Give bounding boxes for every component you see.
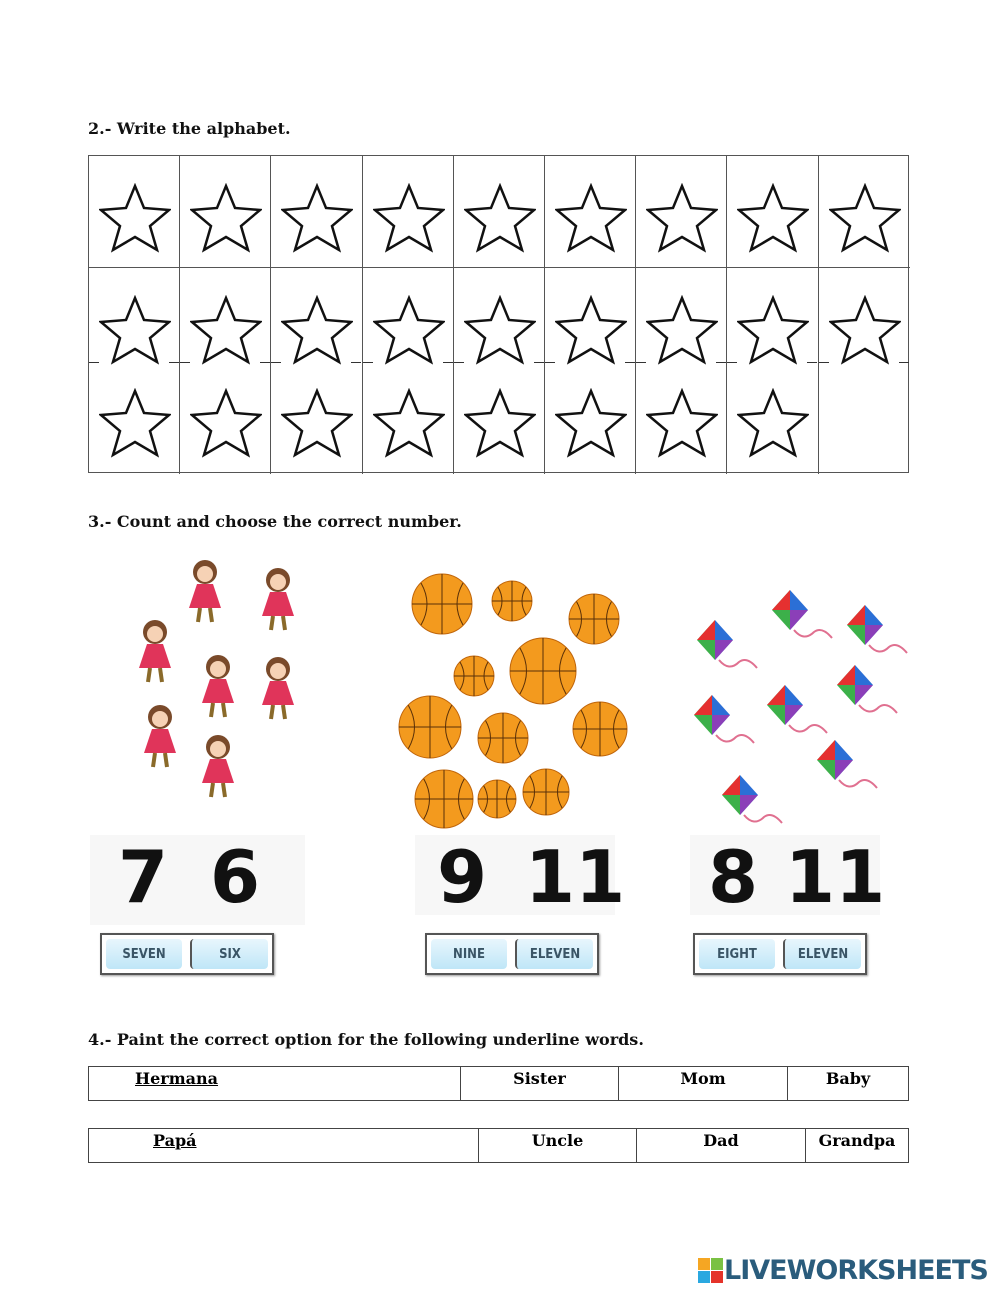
kite-icon: [837, 665, 897, 713]
star-icon: [190, 295, 262, 365]
basketball-icon: [415, 770, 473, 828]
star-icon: [373, 388, 445, 458]
letter-cell[interactable]: [636, 156, 727, 268]
star-icon: [464, 295, 536, 365]
logo-text: LIVEWORKSHEETS: [724, 1255, 988, 1286]
kite-icon: [767, 685, 827, 733]
star-icon: [281, 295, 353, 365]
basketball-icon: [412, 574, 472, 634]
basketball-icon: [523, 769, 569, 815]
letter-cell[interactable]: [454, 268, 545, 363]
word-row-hermana: [88, 1066, 909, 1101]
basketball-icon: [399, 696, 461, 758]
kite-icon: [817, 740, 877, 788]
underlined-word: Hermana: [89, 1067, 461, 1101]
letter-cell[interactable]: [454, 363, 545, 474]
kite-icon: [847, 605, 907, 653]
basketball-icon: [573, 702, 627, 756]
star-icon: [737, 388, 809, 458]
doll-icon: [189, 560, 221, 622]
number-choices-dolls: 7 6: [90, 835, 305, 925]
kite-icon: [697, 620, 757, 668]
letter-cell[interactable]: [727, 268, 818, 363]
letter-cell[interactable]: [545, 268, 636, 363]
letter-cell[interactable]: [89, 363, 180, 474]
doll-icon: [144, 705, 176, 767]
star-icon: [646, 183, 718, 253]
doll-icon: [139, 620, 171, 682]
letter-cell[interactable]: [180, 268, 271, 363]
letter-cell[interactable]: [545, 156, 636, 268]
star-icon: [737, 183, 809, 253]
star-icon: [829, 295, 901, 365]
star-icon: [281, 183, 353, 253]
star-icon: [464, 183, 536, 253]
star-icon: [190, 388, 262, 458]
letter-cell[interactable]: [180, 363, 271, 474]
letter-cell[interactable]: [89, 156, 180, 268]
doll-icon: [202, 735, 234, 797]
option-eleven-button[interactable]: ELEVEN: [783, 939, 861, 969]
option-eight-button[interactable]: EIGHT: [699, 939, 775, 969]
number-choices-balls: 9 11: [415, 835, 615, 915]
star-icon: [190, 183, 262, 253]
letter-cell[interactable]: [89, 268, 180, 363]
letter-cell[interactable]: [271, 363, 362, 474]
star-icon: [373, 183, 445, 253]
doll-icon: [262, 657, 294, 719]
star-icon: [737, 295, 809, 365]
option-nine-button[interactable]: NINE: [431, 939, 507, 969]
star-icon: [646, 295, 718, 365]
counting-pictures: [0, 540, 1000, 830]
letter-cell[interactable]: [454, 156, 545, 268]
letter-cell[interactable]: [727, 156, 818, 268]
section-2-title: 2.- Write the alphabet.: [88, 119, 291, 138]
word-row-papa: [88, 1128, 909, 1163]
option-cell[interactable]: Baby: [788, 1067, 909, 1101]
letter-cell[interactable]: [636, 363, 727, 474]
basketball-icon: [492, 581, 532, 621]
logo-icon: [698, 1258, 724, 1284]
alphabet-grid: [88, 155, 909, 473]
doll-icon: [262, 568, 294, 630]
option-cell[interactable]: Dad: [637, 1129, 806, 1163]
option-six-button[interactable]: SIX: [190, 939, 268, 969]
star-icon: [555, 183, 627, 253]
star-icon: [281, 388, 353, 458]
option-seven-button[interactable]: SEVEN: [106, 939, 182, 969]
underlined-word: Papá: [89, 1129, 479, 1163]
option-cell[interactable]: Uncle: [479, 1129, 637, 1163]
letter-cell[interactable]: [819, 268, 910, 363]
letter-cell[interactable]: [545, 363, 636, 474]
letter-cell[interactable]: [819, 363, 910, 474]
letter-cell[interactable]: [727, 363, 818, 474]
liveworksheets-logo: [698, 1255, 988, 1286]
option-cell[interactable]: Grandpa: [806, 1129, 909, 1163]
star-icon: [99, 388, 171, 458]
star-icon: [555, 295, 627, 365]
star-icon: [829, 183, 901, 253]
basketball-icon: [454, 656, 494, 696]
star-icon: [555, 388, 627, 458]
answer-buttons-dolls: [100, 933, 274, 975]
doll-icon: [202, 655, 234, 717]
answer-buttons-balls: [425, 933, 599, 975]
letter-cell[interactable]: [363, 363, 454, 474]
letter-cell[interactable]: [271, 156, 362, 268]
letter-cell[interactable]: [363, 268, 454, 363]
kite-icon: [694, 695, 754, 743]
letter-cell[interactable]: [180, 156, 271, 268]
star-icon: [99, 183, 171, 253]
letter-cell[interactable]: [271, 268, 362, 363]
option-cell[interactable]: Mom: [619, 1067, 788, 1101]
section-4-title: 4.- Paint the correct option for the following underline words.: [88, 1030, 644, 1049]
star-icon: [373, 295, 445, 365]
basketball-icon: [510, 638, 576, 704]
number-choices-kites: 8 11: [690, 835, 880, 915]
letter-cell[interactable]: [636, 268, 727, 363]
option-eleven-button[interactable]: ELEVEN: [515, 939, 593, 969]
basketball-icon: [478, 713, 528, 763]
answer-buttons-kites: [693, 933, 867, 975]
star-icon: [646, 388, 718, 458]
option-cell[interactable]: Sister: [461, 1067, 619, 1101]
basketball-icon: [569, 594, 619, 644]
letter-cell[interactable]: [819, 156, 910, 268]
star-icon: [464, 388, 536, 458]
star-icon: [99, 295, 171, 365]
kite-icon: [772, 590, 832, 638]
basketball-icon: [478, 780, 516, 818]
letter-cell[interactable]: [363, 156, 454, 268]
kite-icon: [722, 775, 782, 823]
section-3-title: 3.- Count and choose the correct number.: [88, 512, 462, 531]
